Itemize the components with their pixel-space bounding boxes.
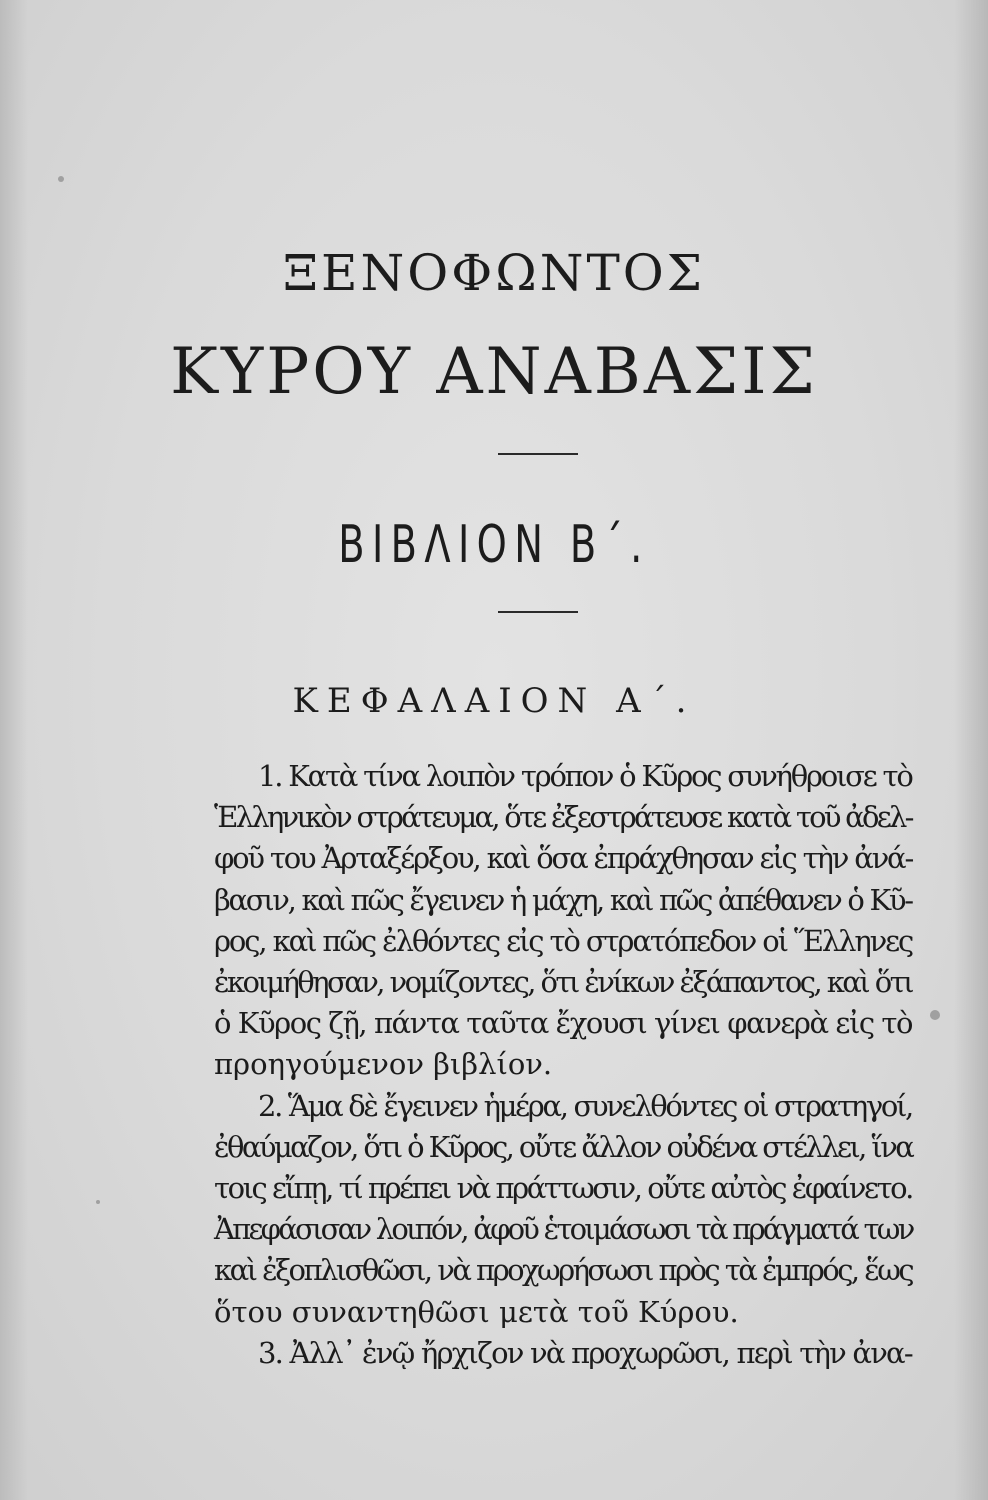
paragraph-3 (170, 1333, 912, 1374)
paper-speck (96, 1200, 100, 1204)
paper-speck (930, 1010, 940, 1020)
work-title: ΚΥΡΟΥ ΑΝΑΒΑΣΙΣ (170, 335, 818, 409)
text-line: ρος, καὶ πῶς ἐλθόντες εἰς τὸ στρατόπεδον οἱ Ἕλληνες (214, 923, 913, 958)
paper-speck (58, 176, 64, 182)
text-line: ἐκοιμήθησαν, νομίζοντες, ὅτι ἐνίκων ἐξάπαντος, καὶ ὅτι (214, 965, 912, 1000)
body-text (170, 756, 912, 1374)
text-line: τοις εἴπῃ, τί πρέπει νὰ πράττωσιν, οὔτε αὐτὸς ἐφαίνετο. (214, 1171, 912, 1206)
text-line: 2. Ἅμα δὲ ἔγεινεν ἡμέρα, συνελθόντες οἱ στρατηγοί, (258, 1088, 912, 1123)
text-line: φοῦ του Ἀρταξέρξου, καὶ ὅσα ἐπράχθησαν εἰς τὴν ἀνά- (214, 841, 913, 876)
page-shadow-left (0, 0, 28, 1500)
paragraph-2 (170, 1086, 912, 1333)
text-line: 3. Ἀλλ᾽ ἐνῷ ἤρχιζον νὰ προχωρῶσι, περὶ τὴν ἀνα- (258, 1335, 912, 1370)
text-line: προηγούμενον βιβλίον. (214, 1047, 553, 1082)
paragraph-1 (170, 756, 912, 1086)
author-heading: ΞΕΝΟΦΩΝΤΟΣ (282, 244, 706, 302)
text-line: Ἑλληνικὸν στράτευμα, ὅτε ἐξεστράτευσε κατὰ τοῦ ἀδελ- (214, 800, 912, 835)
divider-rule (498, 453, 578, 455)
book-heading: ΒΙΒΛΙΟΝ Β΄. (338, 515, 650, 575)
text-line: ἐθαύμαζον, ὅτι ὁ Κῦρος, οὔτε ἄλλον οὐδένα στέλλει, ἵνα (214, 1129, 913, 1164)
text-line: ὅτου συναντηθῶσι μετὰ τοῦ Κύρου. (214, 1294, 739, 1329)
divider-rule (498, 611, 578, 613)
text-line: βασιν, καὶ πῶς ἔγεινεν ἡ μάχη, καὶ πῶς ἀπέθανεν ὁ Κῦ- (214, 882, 912, 917)
text-line: ὁ Κῦρος ζῇ, πάντα ταῦτα ἔχουσι γίνει φανερὰ εἰς τὸ (214, 1006, 912, 1041)
text-line: 1. Κατὰ τίνα λοιπὸν τρόπον ὁ Κῦρος συνήθροισε τὸ (258, 759, 912, 793)
text-line: καὶ ἐξοπλισθῶσι, νὰ προχωρήσωσι πρὸς τὰ ἐμπρός, ἕως (214, 1253, 913, 1288)
text-line: Ἀπεφάσισαν λοιπόν, ἀφοῦ ἑτοιμάσωσι τὰ πράγματά των (214, 1212, 913, 1247)
chapter-heading: ΚΕΦΑΛΑΙΟΝ Α΄. (292, 681, 696, 721)
page-shadow-right (954, 0, 988, 1500)
